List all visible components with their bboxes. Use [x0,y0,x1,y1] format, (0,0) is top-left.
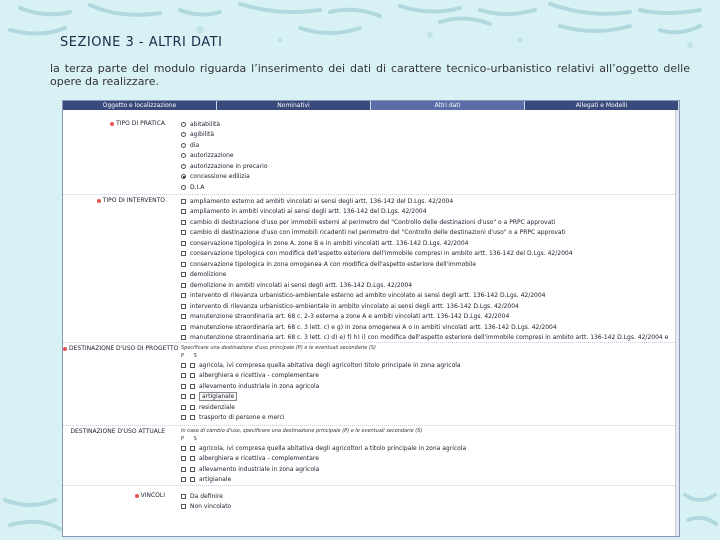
checkbox[interactable] [181,209,186,214]
checkbox-secondaria[interactable] [190,446,195,451]
tab-nominativi[interactable]: Nominativi [217,101,371,110]
checkbox[interactable] [181,314,186,319]
tipo-pratica-options [173,118,679,194]
slide-description: la terza parte del modulo riguarda l’inserimento dei dati di carattere tecnico-urbanistico relativi all’oggetto delle opere da realizzare. [50,62,690,88]
checkbox-principale[interactable] [181,405,186,410]
radio-option[interactable]: dia [181,140,679,151]
radio-option[interactable]: agibilità [181,130,679,141]
tipo-intervento-options [173,195,679,342]
checkbox-principale[interactable] [181,477,186,482]
checkbox[interactable] [181,504,186,509]
label-destinazione-progetto: DESTINAZIONE D'USO DI PROGETTO [69,345,179,352]
section-destinazione-attuale [63,425,679,485]
radio-button-selected[interactable] [181,174,186,179]
checkbox[interactable] [181,335,186,340]
slide-title: SEZIONE 3 - ALTRI DATI [60,35,223,50]
checkbox-secondaria[interactable] [190,394,195,399]
checkbox-option[interactable]: Da definire [181,491,679,502]
checkbox[interactable] [181,230,186,235]
checkbox-pair-option[interactable]: artigianale [181,475,679,486]
checkbox-option[interactable]: conservazione tipologica con modifica dell'aspetto esteriore dell'immobile compresi in ambito artt. 136-142 del D.Lgs. 42/2004 [181,249,679,260]
form-window [62,100,680,537]
required-dot-icon [63,347,67,351]
destinazione-attuale-note: In caso di cambio d'uso, specificare una destinazione principale (P) e le eventuali secondarie (S) [181,428,423,434]
checkbox-option[interactable]: ampliamento in ambiti vincolati ai sensi degli artt. 136-142 del D.Lgs. 42/2004 [181,207,679,218]
label-vincoli: VINCOLI [140,492,165,499]
label-destinazione-attuale: DESTINAZIONE D'USO ATTUALE [70,428,165,435]
section-tipo-intervento [63,194,679,342]
checkbox-pair-option[interactable]: alberghiera e ricettiva - complementare [181,454,679,465]
tab-oggetto-localizzazione[interactable]: Oggetto e localizzazione [63,101,217,110]
vertical-scrollbar[interactable] [675,110,679,537]
checkbox[interactable] [181,251,186,256]
tab-bar [63,101,679,110]
checkbox-pair-option[interactable]: artigianale [181,392,679,403]
destinazione-attuale-options [173,426,679,485]
destinazione-progetto-note: Specificare una destinazione d'uso principale (P) e le eventuali secondarie (S) [181,345,376,351]
checkbox-principale[interactable] [181,394,186,399]
radio-button[interactable] [181,122,186,127]
checkbox-pair-option[interactable]: agricola, ivi compresa quella abitativa degli agricoltori a titolo principale in zona agricola [181,443,679,454]
radio-button[interactable] [181,164,186,169]
checkbox-secondaria[interactable] [190,373,195,378]
section-tipo-pratica [63,118,679,194]
tab-altri-dati[interactable]: Altri dati [371,101,525,110]
checkbox-pair-option[interactable]: alberghiera e ricettiva - complementare [181,371,679,382]
checkbox-secondaria[interactable] [190,405,195,410]
altri-dati-form [63,110,679,525]
checkbox-principale[interactable] [181,415,186,420]
checkbox[interactable] [181,199,186,204]
checkbox-option[interactable]: intervento di rilevanza urbanistico-ambientale esterno ad ambito vincolato ai sensi degli artt. 136-142 D.Lgs. 42/2004 [181,291,679,302]
decorative-header-swooshes [0,0,720,60]
checkbox-principale[interactable] [181,467,186,472]
checkbox[interactable] [181,262,186,267]
checkbox-pair-option[interactable]: trasporto di persone e merci [181,413,679,424]
ps-header: P S [181,353,201,359]
checkbox-option[interactable]: cambio di destinazione d'uso per immobili esterni al perimetro del "Controllo delle destinazioni d'uso" o a PRPC approvati [181,217,679,228]
destinazione-progetto-options [173,343,679,425]
required-dot-icon [110,122,114,126]
checkbox[interactable] [181,304,186,309]
checkbox-principale[interactable] [181,446,186,451]
checkbox-principale[interactable] [181,384,186,389]
checkbox-option[interactable]: manutenzione straordinaria art. 68 c. 3 lett. c) e g) in zona omogenea A o in ambiti vincolati artt. 136-142 D.Lgs. 42/2004 [181,322,679,333]
label-tipo-intervento: TIPO DI INTERVENTO [102,197,165,204]
checkbox-pair-option[interactable]: residenziale [181,402,679,413]
radio-option[interactable]: abitabilità [181,119,679,130]
checkbox-secondaria[interactable] [190,384,195,389]
checkbox-pair-option[interactable]: allevamento industriale in zona agricola [181,381,679,392]
checkbox-secondaria[interactable] [190,467,195,472]
checkbox-option[interactable]: conservazione tipologica in zona omogenea A con modifica dell'aspetto esteriore dell'immobile [181,259,679,270]
required-dot-icon [135,494,139,498]
checkbox[interactable] [181,494,186,499]
checkbox-option[interactable]: manutenzione straordinaria art. 68 c. 2-3 esterna a zone A e ambiti vincolati artt. 136-142 D.Lgs. 42/2004 [181,312,679,323]
radio-option[interactable]: autorizzazione [181,151,679,162]
tab-allegati-modelli[interactable]: Allegati e Modelli [525,101,679,110]
checkbox-option[interactable]: conservazione tipologica in zone A, zone B e in ambiti vincolati artt. 136-142 D.Lgs. 42/2004 [181,238,679,249]
checkbox-secondaria[interactable] [190,456,195,461]
checkbox-option[interactable]: manutenzione straordinaria art. 68 c. 3 lett. c) d) e) f) h) i) con modifica dell'aspetto esteriore dell'immobile compresi in ambito artt. 136-142 D.Lgs. 42/2004 e [181,333,679,344]
checkbox-option[interactable]: intervento di rilevanza urbanistico-ambientale in ambito vincolato ai sensi degli artt. 136-142 D.Lgs. 42/2004 [181,301,679,312]
checkbox-pair-option[interactable]: agricola, ivi compresa quella abitativa degli agricoltori titolo principale in zona agricola [181,360,679,371]
vincoli-options [173,486,679,525]
radio-button[interactable] [181,143,186,148]
radio-option[interactable]: autorizzazione in precario [181,161,679,172]
checkbox-secondaria[interactable] [190,415,195,420]
checkbox[interactable] [181,220,186,225]
checkbox-pair-option[interactable]: allevamento industriale in zona agricola [181,464,679,475]
checkbox-option[interactable]: demolizione in ambiti vincolati ai sensi degli artt. 136-142 D.Lgs. 42/2004 [181,280,679,291]
radio-button[interactable] [181,132,186,137]
checkbox-option[interactable]: demolizione [181,270,679,281]
radio-option[interactable]: D.I.A [181,182,679,193]
checkbox-principale[interactable] [181,456,186,461]
required-dot-icon [97,199,101,203]
checkbox-option[interactable]: cambio di destinazione d'uso con immobili ricadenti nel perimetro del "Controllo delle destinazioni d'uso" o a PRPC approvati [181,228,679,239]
radio-button[interactable] [181,153,186,158]
checkbox[interactable] [181,241,186,246]
ps-header: P S [181,436,201,442]
checkbox-secondaria[interactable] [190,363,195,368]
checkbox-option[interactable]: ampliamento esterno ad ambiti vincolati ai sensi degli artt. 136-142 del D.Lgs. 42/2004 [181,196,679,207]
radio-button[interactable] [181,185,186,190]
section-destinazione-progetto [63,342,679,425]
radio-option-selected[interactable]: concessione edilizia [181,172,679,183]
checkbox[interactable] [181,283,186,288]
section-vincoli [63,485,679,525]
checkbox-principale[interactable] [181,363,186,368]
checkbox[interactable] [181,325,186,330]
checkbox[interactable] [181,293,186,298]
checkbox-principale[interactable] [181,373,186,378]
checkbox-option[interactable]: Non vincolato [181,502,679,513]
checkbox-secondaria[interactable] [190,477,195,482]
label-tipo-pratica: TIPO DI PRATICA [116,120,165,127]
checkbox[interactable] [181,272,186,277]
